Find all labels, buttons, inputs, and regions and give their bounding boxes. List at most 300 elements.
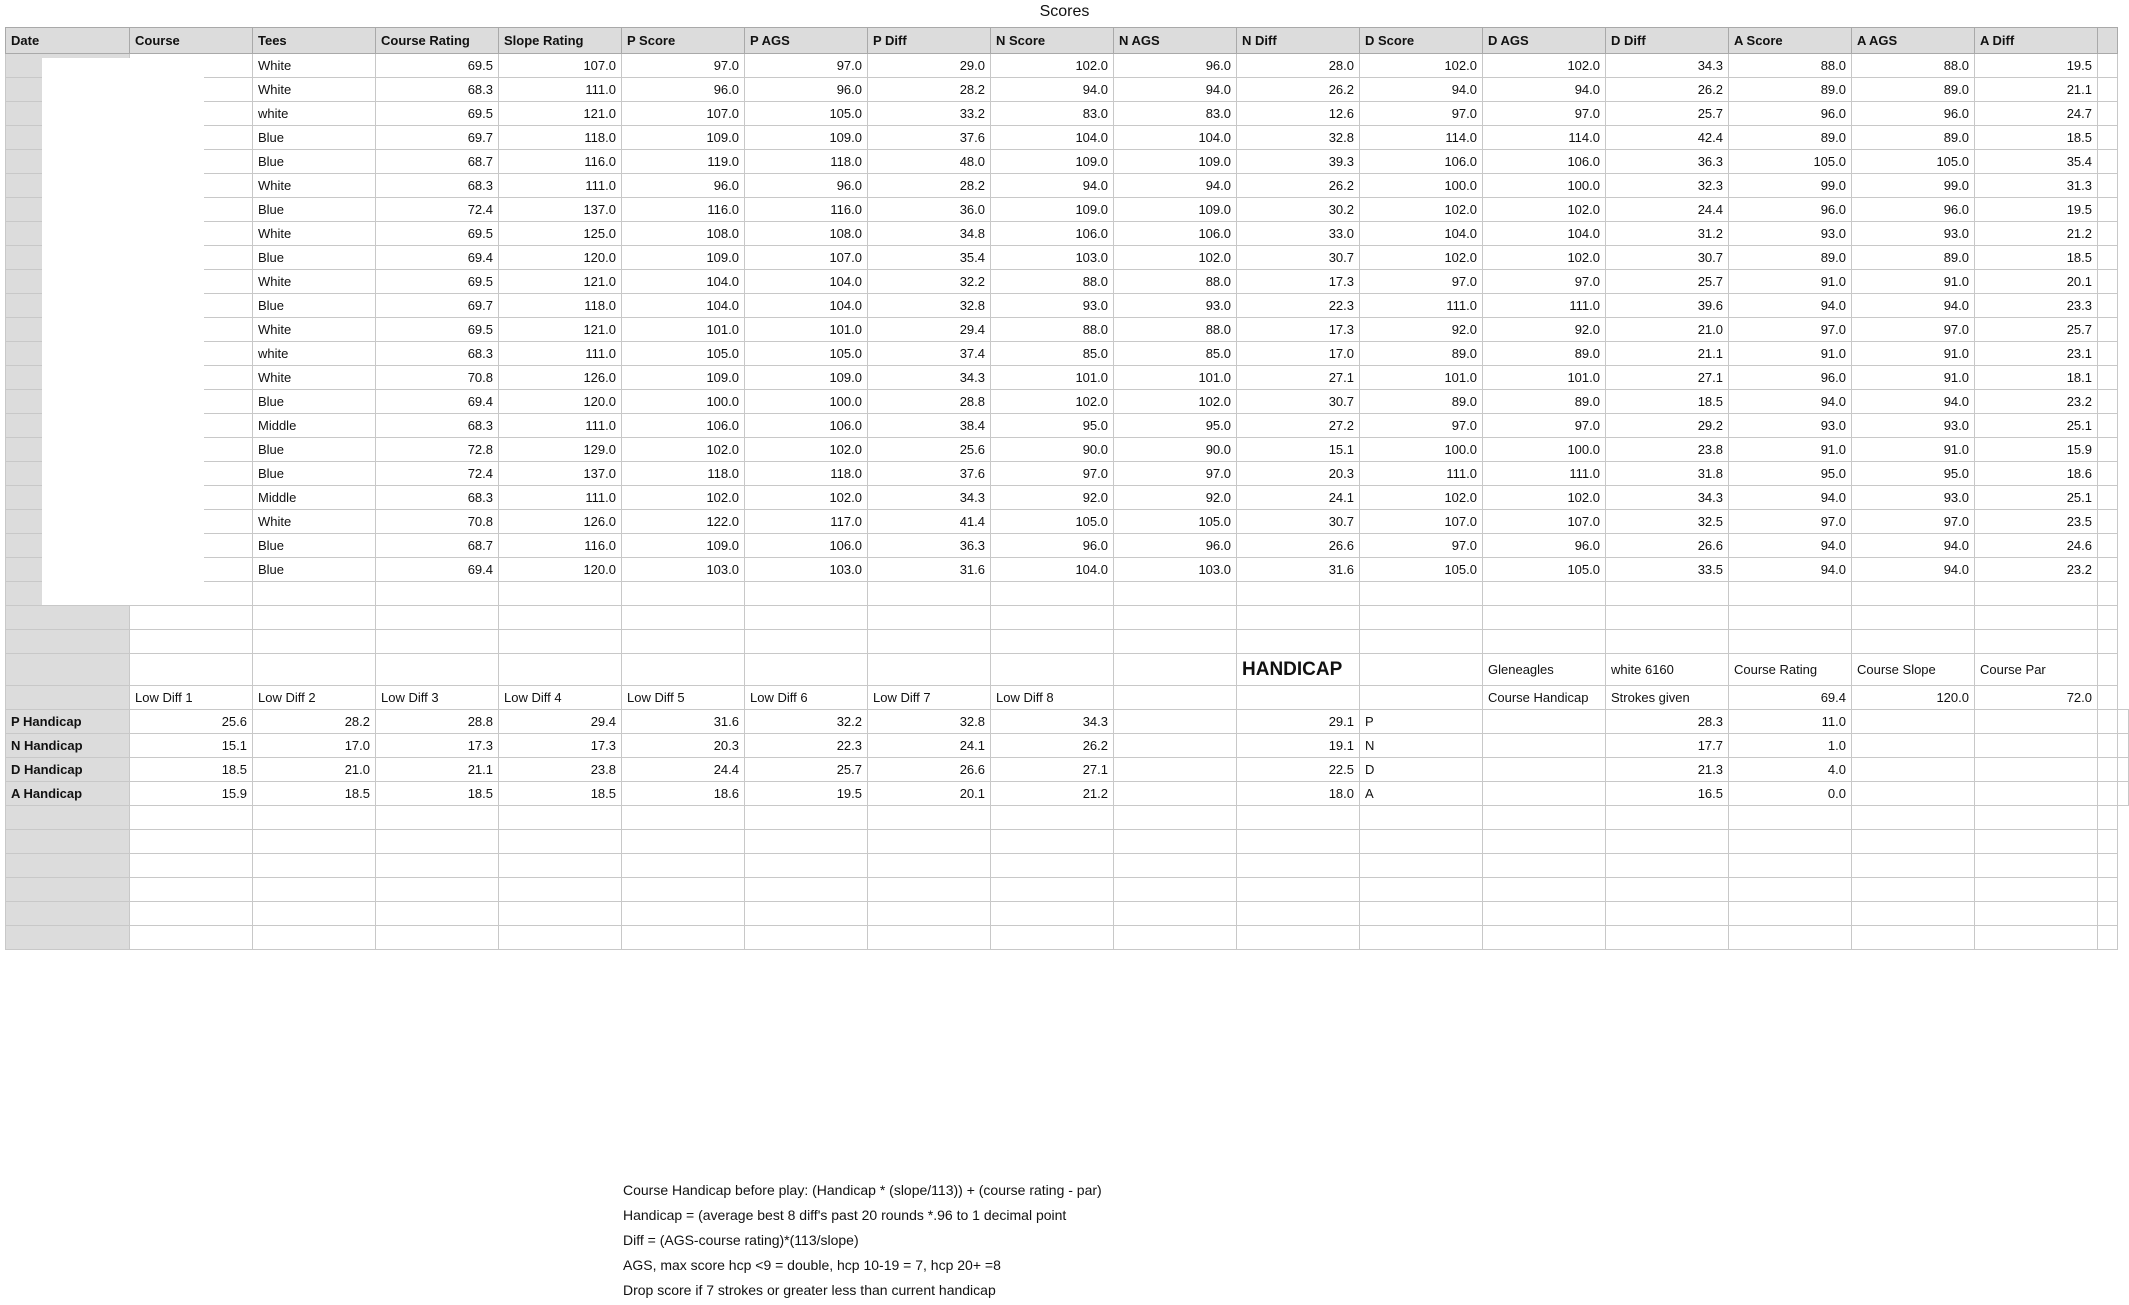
value-cell[interactable]: 111.0 [499, 78, 622, 102]
value-cell[interactable]: 105.0 [745, 342, 868, 366]
empty-cell[interactable] [991, 878, 1114, 902]
empty-cell[interactable] [253, 878, 376, 902]
value-cell[interactable]: 94.0 [1729, 534, 1852, 558]
empty-cell[interactable] [253, 926, 376, 950]
empty-cell[interactable] [622, 902, 745, 926]
value-cell[interactable]: 32.8 [868, 294, 991, 318]
value-cell[interactable]: 105.0 [991, 510, 1114, 534]
value-cell[interactable]: 24.7 [1975, 102, 2098, 126]
low-diff-value[interactable]: 28.2 [253, 710, 376, 734]
empty-cell[interactable] [991, 630, 1114, 654]
tees-cell[interactable]: White [253, 174, 376, 198]
value-cell[interactable]: 107.0 [499, 54, 622, 78]
course-handicap-value[interactable]: 28.3 [1606, 710, 1729, 734]
column-header[interactable]: Course [130, 28, 253, 54]
low-diff-value[interactable]: 23.8 [499, 758, 622, 782]
course-tee-cell[interactable]: white 6160 [1606, 654, 1729, 686]
empty-cell[interactable] [868, 582, 991, 606]
value-cell[interactable]: 20.3 [1237, 462, 1360, 486]
column-header[interactable]: D AGS [1483, 28, 1606, 54]
tees-cell[interactable]: Blue [253, 462, 376, 486]
empty-cell[interactable] [2118, 734, 2129, 758]
value-cell[interactable]: 119.0 [622, 150, 745, 174]
empty-cell[interactable] [1975, 606, 2098, 630]
value-cell[interactable]: 108.0 [622, 222, 745, 246]
low-diff-value[interactable]: 29.4 [499, 710, 622, 734]
empty-cell[interactable] [745, 902, 868, 926]
empty-cell[interactable] [253, 830, 376, 854]
value-cell[interactable]: 93.0 [1852, 486, 1975, 510]
empty-cell[interactable] [1975, 926, 2098, 950]
empty-cell[interactable] [868, 654, 991, 686]
value-cell[interactable]: 42.4 [1606, 126, 1729, 150]
empty-cell[interactable] [1114, 630, 1237, 654]
tees-cell[interactable]: Blue [253, 150, 376, 174]
empty-cell[interactable] [868, 854, 991, 878]
value-cell[interactable]: 104.0 [745, 270, 868, 294]
empty-cell[interactable] [1360, 854, 1483, 878]
tees-cell[interactable]: Blue [253, 198, 376, 222]
value-cell[interactable]: 27.1 [1237, 366, 1360, 390]
value-cell[interactable]: 96.0 [991, 534, 1114, 558]
empty-cell[interactable] [1852, 854, 1975, 878]
empty-cell[interactable] [1237, 878, 1360, 902]
value-cell[interactable]: 28.0 [1237, 54, 1360, 78]
column-header[interactable]: Course Rating [376, 28, 499, 54]
empty-cell[interactable] [2098, 806, 2118, 830]
value-cell[interactable]: 100.0 [622, 390, 745, 414]
low-diff-label[interactable]: Low Diff 1 [130, 686, 253, 710]
value-cell[interactable]: 89.0 [1852, 78, 1975, 102]
empty-cell[interactable] [1729, 582, 1852, 606]
empty-cell[interactable] [1360, 686, 1483, 710]
value-cell[interactable]: 116.0 [745, 198, 868, 222]
value-cell[interactable]: 104.0 [991, 126, 1114, 150]
value-cell[interactable]: 69.4 [376, 558, 499, 582]
low-diff-value[interactable]: 21.1 [376, 758, 499, 782]
tees-cell[interactable]: white [253, 342, 376, 366]
value-cell[interactable]: 23.2 [1975, 558, 2098, 582]
empty-cell[interactable] [1606, 806, 1729, 830]
value-cell[interactable]: 26.2 [1237, 174, 1360, 198]
value-cell[interactable]: 69.5 [376, 222, 499, 246]
empty-cell[interactable] [2098, 630, 2118, 654]
value-cell[interactable]: 29.0 [868, 54, 991, 78]
value-cell[interactable]: 31.6 [1237, 558, 1360, 582]
handicap-label[interactable]: N Handicap [6, 734, 130, 758]
empty-cell[interactable] [1975, 806, 2098, 830]
value-cell[interactable]: 95.0 [991, 414, 1114, 438]
empty-cell[interactable] [745, 654, 868, 686]
empty-cell[interactable] [253, 806, 376, 830]
value-cell[interactable]: 97.0 [1114, 462, 1237, 486]
empty-cell[interactable] [1975, 758, 2098, 782]
empty-cell[interactable] [499, 902, 622, 926]
value-cell[interactable]: 38.4 [868, 414, 991, 438]
empty-cell[interactable] [2098, 222, 2118, 246]
empty-cell[interactable] [1852, 878, 1975, 902]
value-cell[interactable]: 70.8 [376, 510, 499, 534]
handicap-index[interactable]: 22.5 [1237, 758, 1360, 782]
low-diff-label[interactable]: Low Diff 2 [253, 686, 376, 710]
value-cell[interactable]: 68.7 [376, 534, 499, 558]
value-cell[interactable]: 109.0 [745, 366, 868, 390]
value-cell[interactable]: 33.0 [1237, 222, 1360, 246]
empty-cell[interactable] [622, 878, 745, 902]
empty-cell[interactable] [253, 654, 376, 686]
value-cell[interactable]: 97.0 [1729, 318, 1852, 342]
date-cell[interactable] [6, 630, 130, 654]
empty-cell[interactable] [1360, 806, 1483, 830]
value-cell[interactable]: 108.0 [745, 222, 868, 246]
empty-cell[interactable] [376, 854, 499, 878]
empty-cell[interactable] [1114, 582, 1237, 606]
value-cell[interactable]: 129.0 [499, 438, 622, 462]
value-cell[interactable]: 92.0 [1114, 486, 1237, 510]
empty-cell[interactable] [130, 926, 253, 950]
value-cell[interactable]: 96.0 [1729, 102, 1852, 126]
value-cell[interactable]: 101.0 [991, 366, 1114, 390]
empty-cell[interactable] [2098, 342, 2118, 366]
value-cell[interactable]: 90.0 [991, 438, 1114, 462]
empty-cell[interactable] [1237, 902, 1360, 926]
course-rating-value[interactable]: 69.4 [1729, 686, 1852, 710]
empty-cell[interactable] [745, 606, 868, 630]
value-cell[interactable]: 109.0 [1114, 150, 1237, 174]
empty-cell[interactable] [745, 582, 868, 606]
value-cell[interactable]: 111.0 [1483, 294, 1606, 318]
empty-cell[interactable] [376, 878, 499, 902]
low-diff-label[interactable]: Low Diff 7 [868, 686, 991, 710]
strokes-given-value[interactable]: 4.0 [1729, 758, 1852, 782]
empty-cell[interactable] [499, 806, 622, 830]
empty-cell[interactable] [1729, 606, 1852, 630]
tees-cell[interactable]: White [253, 366, 376, 390]
value-cell[interactable]: 18.5 [1606, 390, 1729, 414]
column-header[interactable]: A Score [1729, 28, 1852, 54]
value-cell[interactable]: 137.0 [499, 462, 622, 486]
low-diff-label[interactable]: Low Diff 3 [376, 686, 499, 710]
value-cell[interactable]: 23.8 [1606, 438, 1729, 462]
empty-cell[interactable] [499, 878, 622, 902]
date-cell[interactable] [6, 878, 130, 902]
value-cell[interactable]: 28.8 [868, 390, 991, 414]
value-cell[interactable]: 97.0 [991, 462, 1114, 486]
empty-cell[interactable] [376, 654, 499, 686]
value-cell[interactable]: 31.3 [1975, 174, 2098, 198]
tees-cell[interactable]: White [253, 270, 376, 294]
value-cell[interactable]: 106.0 [1483, 150, 1606, 174]
low-diff-label[interactable]: Low Diff 5 [622, 686, 745, 710]
empty-cell[interactable] [1975, 830, 2098, 854]
value-cell[interactable]: 30.7 [1237, 246, 1360, 270]
empty-cell[interactable] [2098, 486, 2118, 510]
value-cell[interactable]: 27.2 [1237, 414, 1360, 438]
value-cell[interactable]: 33.5 [1606, 558, 1729, 582]
value-cell[interactable]: 94.0 [1114, 174, 1237, 198]
course-handicap-value[interactable]: 17.7 [1606, 734, 1729, 758]
value-cell[interactable]: 33.2 [868, 102, 991, 126]
value-cell[interactable]: 94.0 [1852, 534, 1975, 558]
value-cell[interactable]: 18.1 [1975, 366, 2098, 390]
value-cell[interactable]: 105.0 [1360, 558, 1483, 582]
value-cell[interactable]: 96.0 [622, 78, 745, 102]
empty-cell[interactable] [1606, 878, 1729, 902]
empty-cell[interactable] [1114, 926, 1237, 950]
value-cell[interactable]: 95.0 [1852, 462, 1975, 486]
value-cell[interactable]: 72.8 [376, 438, 499, 462]
date-cell[interactable] [6, 606, 130, 630]
empty-cell[interactable] [1975, 710, 2098, 734]
value-cell[interactable]: 102.0 [745, 486, 868, 510]
value-cell[interactable]: 25.7 [1606, 270, 1729, 294]
value-cell[interactable]: 111.0 [499, 174, 622, 198]
value-cell[interactable]: 21.1 [1975, 78, 2098, 102]
value-cell[interactable]: 96.0 [1114, 534, 1237, 558]
value-cell[interactable]: 102.0 [991, 390, 1114, 414]
empty-cell[interactable] [1852, 902, 1975, 926]
value-cell[interactable]: 19.5 [1975, 54, 2098, 78]
low-diff-value[interactable]: 19.5 [745, 782, 868, 806]
low-diff-value[interactable]: 32.2 [745, 710, 868, 734]
empty-cell[interactable] [991, 854, 1114, 878]
empty-cell[interactable] [1606, 606, 1729, 630]
empty-cell[interactable] [1360, 902, 1483, 926]
value-cell[interactable]: 111.0 [1360, 462, 1483, 486]
empty-cell[interactable] [1852, 606, 1975, 630]
value-cell[interactable]: 102.0 [1360, 198, 1483, 222]
empty-cell[interactable] [1606, 902, 1729, 926]
value-cell[interactable]: 32.3 [1606, 174, 1729, 198]
empty-cell[interactable] [1360, 654, 1483, 686]
column-header[interactable]: Tees [253, 28, 376, 54]
value-cell[interactable]: 34.3 [868, 366, 991, 390]
value-cell[interactable]: 97.0 [1360, 270, 1483, 294]
empty-cell[interactable] [2098, 854, 2118, 878]
value-cell[interactable]: 32.2 [868, 270, 991, 294]
empty-cell[interactable] [1483, 902, 1606, 926]
value-cell[interactable]: 94.0 [1360, 78, 1483, 102]
empty-cell[interactable] [2098, 174, 2118, 198]
empty-cell[interactable] [2098, 54, 2118, 78]
low-diff-value[interactable]: 25.7 [745, 758, 868, 782]
value-cell[interactable]: 96.0 [1852, 198, 1975, 222]
column-header[interactable]: Date [6, 28, 130, 54]
empty-cell[interactable] [1975, 854, 2098, 878]
value-cell[interactable]: 24.1 [1237, 486, 1360, 510]
empty-cell[interactable] [1852, 926, 1975, 950]
empty-cell[interactable] [1852, 782, 1975, 806]
empty-cell[interactable] [2118, 782, 2129, 806]
player-initial[interactable]: A [1360, 782, 1483, 806]
value-cell[interactable]: 41.4 [868, 510, 991, 534]
value-cell[interactable]: 26.2 [1237, 78, 1360, 102]
empty-cell[interactable] [1237, 830, 1360, 854]
empty-cell[interactable] [1975, 630, 2098, 654]
tees-cell[interactable]: White [253, 78, 376, 102]
value-cell[interactable]: 97.0 [1483, 102, 1606, 126]
course-name-cell[interactable]: Gleneagles [1483, 654, 1606, 686]
value-cell[interactable]: 93.0 [991, 294, 1114, 318]
empty-cell[interactable] [1114, 654, 1237, 686]
value-cell[interactable]: 102.0 [1483, 246, 1606, 270]
course-slope-value[interactable]: 120.0 [1852, 686, 1975, 710]
column-header[interactable]: A AGS [1852, 28, 1975, 54]
value-cell[interactable]: 69.7 [376, 294, 499, 318]
value-cell[interactable]: 111.0 [499, 486, 622, 510]
empty-cell[interactable] [376, 830, 499, 854]
value-cell[interactable]: 99.0 [1729, 174, 1852, 198]
empty-cell[interactable] [1483, 606, 1606, 630]
value-cell[interactable]: 88.0 [1729, 54, 1852, 78]
empty-cell[interactable] [622, 582, 745, 606]
value-cell[interactable]: 18.6 [1975, 462, 2098, 486]
value-cell[interactable]: 26.6 [1606, 534, 1729, 558]
value-cell[interactable]: 104.0 [991, 558, 1114, 582]
value-cell[interactable]: 28.2 [868, 78, 991, 102]
empty-cell[interactable] [1360, 926, 1483, 950]
empty-cell[interactable] [1975, 734, 2098, 758]
value-cell[interactable]: 104.0 [622, 294, 745, 318]
value-cell[interactable]: 117.0 [745, 510, 868, 534]
empty-cell[interactable] [2098, 782, 2118, 806]
value-cell[interactable]: 85.0 [991, 342, 1114, 366]
value-cell[interactable]: 106.0 [1114, 222, 1237, 246]
value-cell[interactable]: 125.0 [499, 222, 622, 246]
value-cell[interactable]: 30.2 [1237, 198, 1360, 222]
value-cell[interactable]: 109.0 [622, 126, 745, 150]
value-cell[interactable]: 105.0 [1114, 510, 1237, 534]
value-cell[interactable]: 29.2 [1606, 414, 1729, 438]
empty-cell[interactable] [991, 654, 1114, 686]
empty-cell[interactable] [1852, 758, 1975, 782]
value-cell[interactable]: 21.0 [1606, 318, 1729, 342]
value-cell[interactable]: 96.0 [1483, 534, 1606, 558]
value-cell[interactable]: 31.6 [868, 558, 991, 582]
value-cell[interactable]: 102.0 [1360, 54, 1483, 78]
value-cell[interactable]: 111.0 [499, 342, 622, 366]
empty-cell[interactable] [1237, 686, 1360, 710]
value-cell[interactable]: 30.7 [1606, 246, 1729, 270]
low-diff-value[interactable]: 25.6 [130, 710, 253, 734]
value-cell[interactable]: 95.0 [1729, 462, 1852, 486]
value-cell[interactable]: 93.0 [1729, 414, 1852, 438]
empty-cell[interactable] [2098, 582, 2118, 606]
value-cell[interactable]: 105.0 [1729, 150, 1852, 174]
value-cell[interactable]: 94.0 [1483, 78, 1606, 102]
value-cell[interactable]: 104.0 [1360, 222, 1483, 246]
empty-cell[interactable] [253, 630, 376, 654]
tees-cell[interactable]: White [253, 318, 376, 342]
handicap-index[interactable]: 19.1 [1237, 734, 1360, 758]
empty-cell[interactable] [499, 830, 622, 854]
empty-cell[interactable] [868, 830, 991, 854]
value-cell[interactable]: 92.0 [1360, 318, 1483, 342]
empty-cell[interactable] [745, 878, 868, 902]
low-diff-value[interactable]: 21.0 [253, 758, 376, 782]
value-cell[interactable]: 106.0 [622, 414, 745, 438]
low-diff-value[interactable]: 31.6 [622, 710, 745, 734]
low-diff-value[interactable]: 27.1 [991, 758, 1114, 782]
value-cell[interactable]: 29.4 [868, 318, 991, 342]
value-cell[interactable]: 69.5 [376, 54, 499, 78]
value-cell[interactable]: 93.0 [1852, 414, 1975, 438]
empty-cell[interactable] [499, 654, 622, 686]
value-cell[interactable]: 114.0 [1360, 126, 1483, 150]
value-cell[interactable]: 118.0 [499, 126, 622, 150]
tees-cell[interactable]: White [253, 510, 376, 534]
course-slope-label[interactable]: Course Slope [1852, 654, 1975, 686]
empty-cell[interactable] [253, 854, 376, 878]
tees-cell[interactable]: Blue [253, 126, 376, 150]
empty-cell[interactable] [1114, 710, 1237, 734]
empty-cell[interactable] [622, 630, 745, 654]
empty-cell[interactable] [622, 806, 745, 830]
value-cell[interactable]: 101.0 [1114, 366, 1237, 390]
player-initial[interactable]: N [1360, 734, 1483, 758]
empty-cell[interactable] [2098, 510, 2118, 534]
value-cell[interactable]: 23.2 [1975, 390, 2098, 414]
value-cell[interactable]: 26.6 [1237, 534, 1360, 558]
value-cell[interactable]: 39.6 [1606, 294, 1729, 318]
value-cell[interactable]: 106.0 [745, 534, 868, 558]
value-cell[interactable]: 122.0 [622, 510, 745, 534]
low-diff-value[interactable]: 18.5 [376, 782, 499, 806]
tees-cell[interactable]: Blue [253, 294, 376, 318]
empty-cell[interactable] [499, 582, 622, 606]
value-cell[interactable]: 69.5 [376, 318, 499, 342]
value-cell[interactable]: 105.0 [1852, 150, 1975, 174]
value-cell[interactable]: 94.0 [1852, 294, 1975, 318]
empty-cell[interactable] [745, 630, 868, 654]
value-cell[interactable]: 104.0 [1483, 222, 1606, 246]
value-cell[interactable]: 99.0 [1852, 174, 1975, 198]
tees-cell[interactable]: white [253, 102, 376, 126]
value-cell[interactable]: 102.0 [991, 54, 1114, 78]
column-header[interactable]: N Score [991, 28, 1114, 54]
value-cell[interactable]: 103.0 [991, 246, 1114, 270]
tees-cell[interactable]: Blue [253, 390, 376, 414]
tees-cell[interactable]: White [253, 54, 376, 78]
value-cell[interactable]: 109.0 [622, 534, 745, 558]
value-cell[interactable]: 111.0 [1360, 294, 1483, 318]
column-header[interactable]: A Diff [1975, 28, 2098, 54]
value-cell[interactable]: 104.0 [745, 294, 868, 318]
empty-cell[interactable] [868, 630, 991, 654]
low-diff-value[interactable]: 26.2 [991, 734, 1114, 758]
empty-cell[interactable] [1975, 878, 2098, 902]
value-cell[interactable]: 91.0 [1729, 270, 1852, 294]
value-cell[interactable]: 94.0 [1852, 558, 1975, 582]
empty-cell[interactable] [1483, 758, 1606, 782]
empty-cell[interactable] [868, 806, 991, 830]
empty-cell[interactable] [2098, 654, 2118, 686]
value-cell[interactable]: 24.4 [1606, 198, 1729, 222]
value-cell[interactable]: 97.0 [1483, 270, 1606, 294]
empty-cell[interactable] [1852, 806, 1975, 830]
empty-cell[interactable] [1729, 878, 1852, 902]
value-cell[interactable]: 118.0 [622, 462, 745, 486]
tees-cell[interactable]: Blue [253, 246, 376, 270]
value-cell[interactable]: 25.7 [1606, 102, 1729, 126]
low-diff-value[interactable]: 32.8 [868, 710, 991, 734]
value-cell[interactable]: 96.0 [745, 78, 868, 102]
empty-cell[interactable] [1483, 926, 1606, 950]
value-cell[interactable]: 94.0 [1729, 558, 1852, 582]
column-header[interactable]: N Diff [1237, 28, 1360, 54]
empty-cell[interactable] [499, 630, 622, 654]
value-cell[interactable]: 69.5 [376, 102, 499, 126]
